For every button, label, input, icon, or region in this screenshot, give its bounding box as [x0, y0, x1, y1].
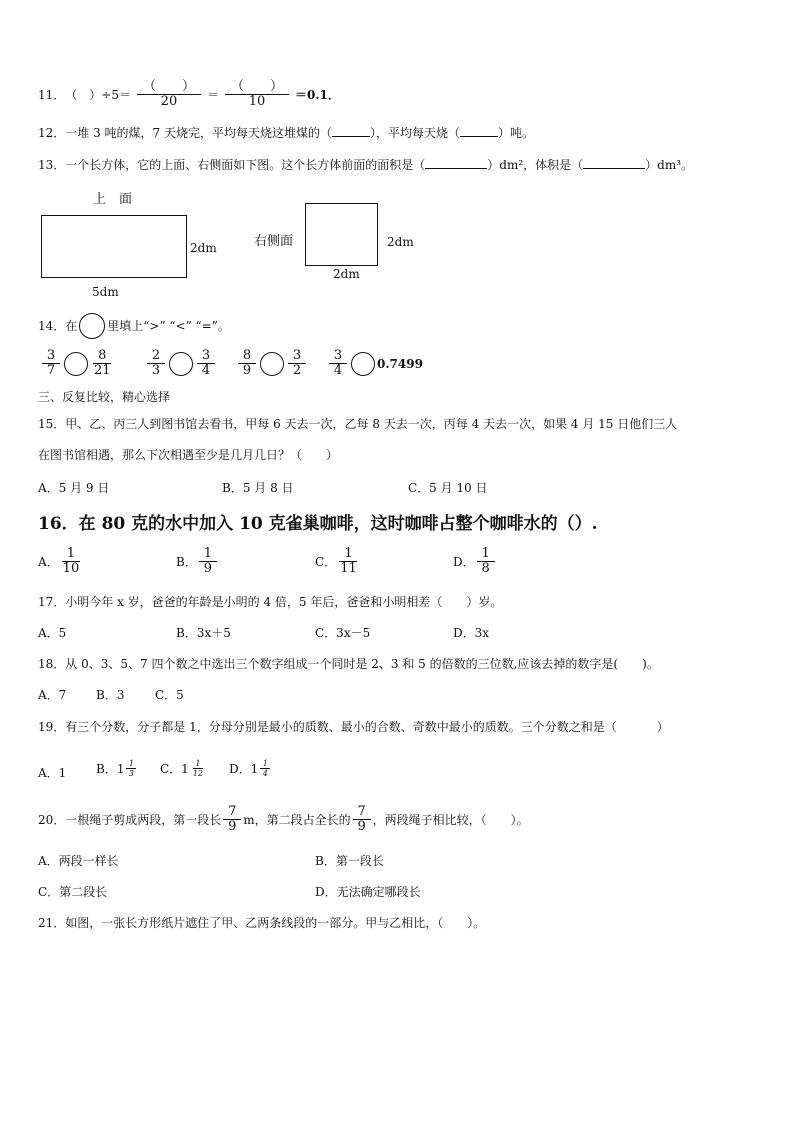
- q11-number: 11．: [38, 87, 66, 102]
- q19-option-d[interactable]: D．1 $\frac{1}{4}$: [229, 759, 272, 778]
- q14-item-3: $\frac{8}{9}$ $\frac{3}{2}$: [236, 349, 308, 378]
- q11-fraction-1: $\frac{( )}{20}$: [137, 80, 201, 109]
- question-13: 13．一个长方体，它的上面、右侧面如下图。这个长方体前面的面积是（ ）dm²，体积是（ ）dm³。: [38, 158, 694, 172]
- q11-eq: ＝: [207, 87, 220, 102]
- q16-option-d[interactable]: D． $\frac{1}{8}$: [453, 547, 497, 576]
- question-15-line-1: 15．甲、乙、丙三人到图书馆去看书，甲每 6 天去一次，乙每 8 天去一次，丙每 4 天去一次，如果 4 月 15 日他们三人: [38, 417, 678, 431]
- q12-blank-1: [332, 136, 370, 137]
- q11-fraction-2: $\frac{( )}{10}$: [225, 80, 289, 109]
- question-11: [38, 80, 340, 109]
- question-20: 20．一根绳子剪成两段，第一段长 $\frac{7}{9}$ m，第二段占全长的 $\frac{7}{9}$ ，两段绳子相比较，（ ）。: [38, 804, 529, 834]
- side-face-label: 右侧面: [254, 234, 294, 249]
- side-face-square: [305, 203, 378, 266]
- question-12: 12．一堆 3 吨的煤，7 天烧完，平均每天烧这堆煤的（ ），平均每天烧（ ）吨。: [38, 126, 535, 140]
- q11-div: ÷5＝: [101, 87, 131, 102]
- question-19: 19．有三个分数，分子都是 1，分母分别是最小的质数、最小的合数、奇数中最小的质数。三个分数之和是（ ）: [38, 720, 669, 734]
- q11-end: ＝0.1．: [295, 87, 340, 102]
- q17-option-d[interactable]: D．3x: [453, 626, 490, 640]
- q11-blank: （ ）: [65, 87, 102, 102]
- q15-option-a[interactable]: A．5 月 9 日: [38, 481, 110, 495]
- q16-option-a[interactable]: A． $\frac{1}{10}$: [38, 546, 80, 576]
- compare-circle-1[interactable]: [64, 352, 88, 376]
- compare-circle-4[interactable]: [351, 352, 375, 376]
- question-15-line-2: 在图书馆相遇，那么下次相遇至少是几月几日？（ ）: [38, 448, 339, 462]
- question-16: 16．在 80 克的水中加入 10 克雀巢咖啡，这时咖啡占整个咖啡水的（）.: [38, 514, 598, 534]
- q14-item-4: $\frac{3}{4}$ 0.7499: [327, 349, 423, 378]
- top-face-height-label: 2dm: [190, 241, 217, 255]
- q16-option-c[interactable]: C． $\frac{1}{11}$: [315, 546, 357, 576]
- question-14: 14．在 里填上“>” “<” “=”。: [38, 313, 230, 339]
- top-face-label: 上 面: [93, 192, 133, 207]
- q19-option-a[interactable]: A．1: [38, 766, 67, 780]
- top-face-rectangle: [41, 215, 187, 278]
- q17-option-b[interactable]: B．3x＋5: [176, 626, 231, 640]
- side-face-width-label: 2dm: [333, 267, 360, 281]
- circle-icon: [79, 313, 105, 339]
- question-18: 18．从 0、3、5、7 四个数之中选出三个数字组成一个同时是 2、3 和 5 的倍数的三位数,应该去掉的数字是( )。: [38, 657, 659, 671]
- q18-option-c[interactable]: C．5: [155, 688, 184, 702]
- section-heading: 三、反复比较，精心选择: [38, 390, 171, 404]
- top-face-width-label: 5dm: [92, 285, 119, 299]
- q15-option-b[interactable]: B．5 月 8 日: [222, 481, 294, 495]
- q14-item-1: $\frac{3}{7}$ $\frac{8}{21}$: [40, 349, 115, 378]
- q14-item-2: $\frac{2}{3}$ $\frac{3}{4}$: [145, 349, 217, 378]
- q18-option-b[interactable]: B．3: [96, 688, 125, 702]
- compare-circle-3[interactable]: [260, 352, 284, 376]
- q19-option-c[interactable]: C．1 $\frac{1}{12}$: [160, 759, 204, 778]
- question-17: 17．小明今年 x 岁，爸爸的年龄是小明的 4 倍，5 年后，爸爸和小明相差（ ）岁。: [38, 595, 503, 609]
- q17-option-c[interactable]: C．3x－5: [315, 626, 371, 640]
- q13-blank-1: [425, 168, 487, 169]
- q16-option-b[interactable]: B． $\frac{1}{9}$: [176, 547, 219, 576]
- q20-option-a[interactable]: A．两段一样长: [38, 854, 119, 868]
- q18-option-a[interactable]: A．7: [38, 688, 67, 702]
- q15-option-c[interactable]: C．5 月 10 日: [408, 481, 488, 495]
- compare-circle-2[interactable]: [169, 352, 193, 376]
- q19-option-b[interactable]: B．1 $\frac{1}{3}$: [96, 759, 138, 778]
- q20-option-d[interactable]: D．无法确定哪段长: [315, 885, 421, 899]
- question-21: 21．如图，一张长方形纸片遮住了甲、乙两条线段的一部分。甲与乙相比，（ ）。: [38, 916, 486, 930]
- q13-blank-2: [583, 168, 645, 169]
- side-face-height-label: 2dm: [387, 235, 414, 249]
- q17-option-a[interactable]: A．5: [38, 626, 67, 640]
- q20-option-c[interactable]: C．第二段长: [38, 885, 108, 899]
- q20-option-b[interactable]: B．第一段长: [315, 854, 384, 868]
- q12-blank-2: [460, 136, 498, 137]
